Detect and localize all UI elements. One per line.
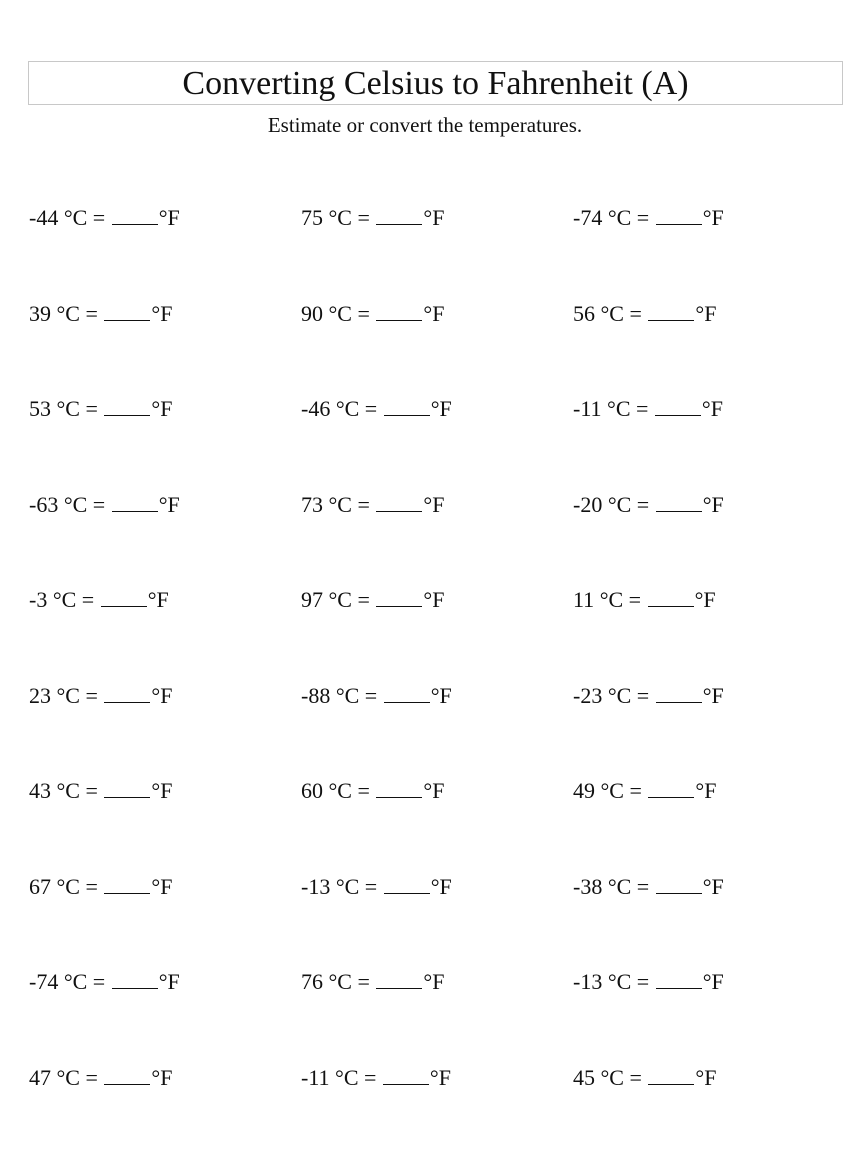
- celsius-unit-equals: °C =: [57, 396, 98, 421]
- celsius-unit-equals: °C =: [601, 778, 642, 803]
- fahrenheit-unit: °F: [423, 205, 444, 230]
- celsius-value: 67: [29, 874, 51, 899]
- fahrenheit-unit: °F: [151, 396, 172, 421]
- celsius-value: 11: [573, 587, 594, 612]
- celsius-unit-equals: °C =: [57, 1065, 98, 1090]
- celsius-unit-equals: °C =: [53, 587, 94, 612]
- fahrenheit-unit: °F: [703, 874, 724, 899]
- conversion-problem: [29, 773, 301, 869]
- celsius-value: 75: [301, 205, 323, 230]
- celsius-unit-equals: °C =: [329, 301, 370, 326]
- celsius-value: 97: [301, 587, 323, 612]
- conversion-problem: [573, 391, 844, 487]
- celsius-value: 73: [301, 492, 323, 517]
- conversion-problem: [573, 964, 844, 1060]
- fahrenheit-unit: °F: [695, 301, 716, 326]
- answer-blank[interactable]: [104, 779, 150, 798]
- title-box: [28, 61, 843, 105]
- conversion-problem: [573, 296, 844, 392]
- celsius-unit-equals: °C =: [329, 969, 370, 994]
- celsius-unit-equals: °C =: [57, 778, 98, 803]
- answer-blank[interactable]: [648, 588, 694, 607]
- celsius-unit-equals: °C =: [601, 301, 642, 326]
- fahrenheit-unit: °F: [423, 587, 444, 612]
- celsius-unit-equals: °C =: [336, 874, 377, 899]
- celsius-value: 47: [29, 1065, 51, 1090]
- celsius-unit-equals: °C =: [608, 874, 649, 899]
- problem-grid: [29, 200, 844, 1155]
- conversion-problem: [29, 964, 301, 1060]
- celsius-unit-equals: °C =: [608, 969, 649, 994]
- celsius-unit-equals: °C =: [329, 492, 370, 517]
- fahrenheit-unit: °F: [695, 778, 716, 803]
- answer-blank[interactable]: [104, 684, 150, 703]
- fahrenheit-unit: °F: [431, 874, 452, 899]
- celsius-value: -46: [301, 396, 330, 421]
- answer-blank[interactable]: [384, 684, 430, 703]
- celsius-unit-equals: °C =: [57, 874, 98, 899]
- answer-blank[interactable]: [104, 875, 150, 894]
- celsius-value: -44: [29, 205, 58, 230]
- conversion-problem: [29, 869, 301, 965]
- answer-blank[interactable]: [655, 397, 701, 416]
- answer-blank[interactable]: [648, 1066, 694, 1085]
- celsius-unit-equals: °C =: [64, 205, 105, 230]
- celsius-value: 90: [301, 301, 323, 326]
- fahrenheit-unit: °F: [423, 778, 444, 803]
- fahrenheit-unit: °F: [159, 205, 180, 230]
- celsius-unit-equals: °C =: [600, 587, 641, 612]
- conversion-problem: [301, 678, 573, 774]
- celsius-value: -74: [29, 969, 58, 994]
- answer-blank[interactable]: [376, 779, 422, 798]
- fahrenheit-unit: °F: [423, 492, 444, 517]
- fahrenheit-unit: °F: [695, 1065, 716, 1090]
- answer-blank[interactable]: [384, 397, 430, 416]
- celsius-value: -13: [573, 969, 602, 994]
- conversion-problem: [29, 582, 301, 678]
- celsius-value: -11: [301, 1065, 330, 1090]
- celsius-unit-equals: °C =: [608, 205, 649, 230]
- fahrenheit-unit: °F: [702, 396, 723, 421]
- celsius-unit-equals: °C =: [607, 396, 648, 421]
- answer-blank[interactable]: [101, 588, 147, 607]
- celsius-unit-equals: °C =: [608, 683, 649, 708]
- answer-blank[interactable]: [112, 206, 158, 225]
- celsius-value: 56: [573, 301, 595, 326]
- conversion-problem: [29, 678, 301, 774]
- fahrenheit-unit: °F: [703, 683, 724, 708]
- celsius-value: 76: [301, 969, 323, 994]
- conversion-problem: [29, 296, 301, 392]
- fahrenheit-unit: °F: [423, 301, 444, 326]
- fahrenheit-unit: °F: [431, 396, 452, 421]
- answer-blank[interactable]: [112, 970, 158, 989]
- celsius-value: 49: [573, 778, 595, 803]
- celsius-value: 45: [573, 1065, 595, 1090]
- celsius-value: 43: [29, 778, 51, 803]
- conversion-problem: [573, 869, 844, 965]
- celsius-value: -74: [573, 205, 602, 230]
- fahrenheit-unit: °F: [430, 1065, 451, 1090]
- answer-blank[interactable]: [376, 206, 422, 225]
- conversion-problem: [573, 1060, 844, 1155]
- conversion-problem: [29, 391, 301, 487]
- celsius-value: -11: [573, 396, 602, 421]
- celsius-value: 39: [29, 301, 51, 326]
- celsius-unit-equals: °C =: [335, 1065, 376, 1090]
- answer-blank[interactable]: [104, 302, 150, 321]
- celsius-unit-equals: °C =: [336, 683, 377, 708]
- answer-blank[interactable]: [656, 493, 702, 512]
- celsius-value: -88: [301, 683, 330, 708]
- answer-blank[interactable]: [648, 302, 694, 321]
- answer-blank[interactable]: [648, 779, 694, 798]
- celsius-unit-equals: °C =: [336, 396, 377, 421]
- celsius-unit-equals: °C =: [329, 587, 370, 612]
- answer-blank[interactable]: [656, 970, 702, 989]
- fahrenheit-unit: °F: [159, 969, 180, 994]
- celsius-value: -13: [301, 874, 330, 899]
- conversion-problem: [301, 391, 573, 487]
- conversion-problem: [573, 773, 844, 869]
- celsius-unit-equals: °C =: [608, 492, 649, 517]
- answer-blank[interactable]: [656, 684, 702, 703]
- conversion-problem: [301, 869, 573, 965]
- conversion-problem: [573, 678, 844, 774]
- celsius-value: -23: [573, 683, 602, 708]
- conversion-problem: [29, 200, 301, 296]
- answer-blank[interactable]: [383, 1066, 429, 1085]
- page-title: Converting Celsius to Fahrenheit (A): [29, 62, 842, 106]
- fahrenheit-unit: °F: [151, 301, 172, 326]
- conversion-problem: [301, 1060, 573, 1155]
- fahrenheit-unit: °F: [151, 778, 172, 803]
- conversion-problem: [301, 296, 573, 392]
- fahrenheit-unit: °F: [431, 683, 452, 708]
- fahrenheit-unit: °F: [695, 587, 716, 612]
- fahrenheit-unit: °F: [423, 969, 444, 994]
- celsius-unit-equals: °C =: [329, 778, 370, 803]
- celsius-unit-equals: °C =: [64, 492, 105, 517]
- celsius-unit-equals: °C =: [57, 683, 98, 708]
- celsius-unit-equals: °C =: [64, 969, 105, 994]
- conversion-problem: [301, 773, 573, 869]
- conversion-problem: [301, 582, 573, 678]
- celsius-unit-equals: °C =: [329, 205, 370, 230]
- answer-blank[interactable]: [104, 397, 150, 416]
- celsius-value: 23: [29, 683, 51, 708]
- conversion-problem: [29, 487, 301, 583]
- conversion-problem: [573, 582, 844, 678]
- instructions: Estimate or convert the temperatures.: [0, 112, 850, 138]
- conversion-problem: [301, 964, 573, 1060]
- fahrenheit-unit: °F: [703, 492, 724, 517]
- conversion-problem: [301, 487, 573, 583]
- answer-blank[interactable]: [376, 493, 422, 512]
- conversion-problem: [573, 200, 844, 296]
- answer-blank[interactable]: [376, 302, 422, 321]
- conversion-problem: [301, 200, 573, 296]
- celsius-value: -38: [573, 874, 602, 899]
- fahrenheit-unit: °F: [151, 683, 172, 708]
- conversion-problem: [29, 1060, 301, 1155]
- conversion-problem: [573, 487, 844, 583]
- celsius-value: -20: [573, 492, 602, 517]
- fahrenheit-unit: °F: [148, 587, 169, 612]
- celsius-unit-equals: °C =: [57, 301, 98, 326]
- answer-blank[interactable]: [376, 970, 422, 989]
- answer-blank[interactable]: [112, 493, 158, 512]
- answer-blank[interactable]: [376, 588, 422, 607]
- celsius-value: -3: [29, 587, 47, 612]
- celsius-value: -63: [29, 492, 58, 517]
- fahrenheit-unit: °F: [159, 492, 180, 517]
- celsius-value: 60: [301, 778, 323, 803]
- celsius-unit-equals: °C =: [601, 1065, 642, 1090]
- answer-blank[interactable]: [104, 1066, 150, 1085]
- answer-blank[interactable]: [656, 875, 702, 894]
- answer-blank[interactable]: [384, 875, 430, 894]
- fahrenheit-unit: °F: [703, 205, 724, 230]
- fahrenheit-unit: °F: [151, 874, 172, 899]
- celsius-value: 53: [29, 396, 51, 421]
- answer-blank[interactable]: [656, 206, 702, 225]
- fahrenheit-unit: °F: [151, 1065, 172, 1090]
- fahrenheit-unit: °F: [703, 969, 724, 994]
